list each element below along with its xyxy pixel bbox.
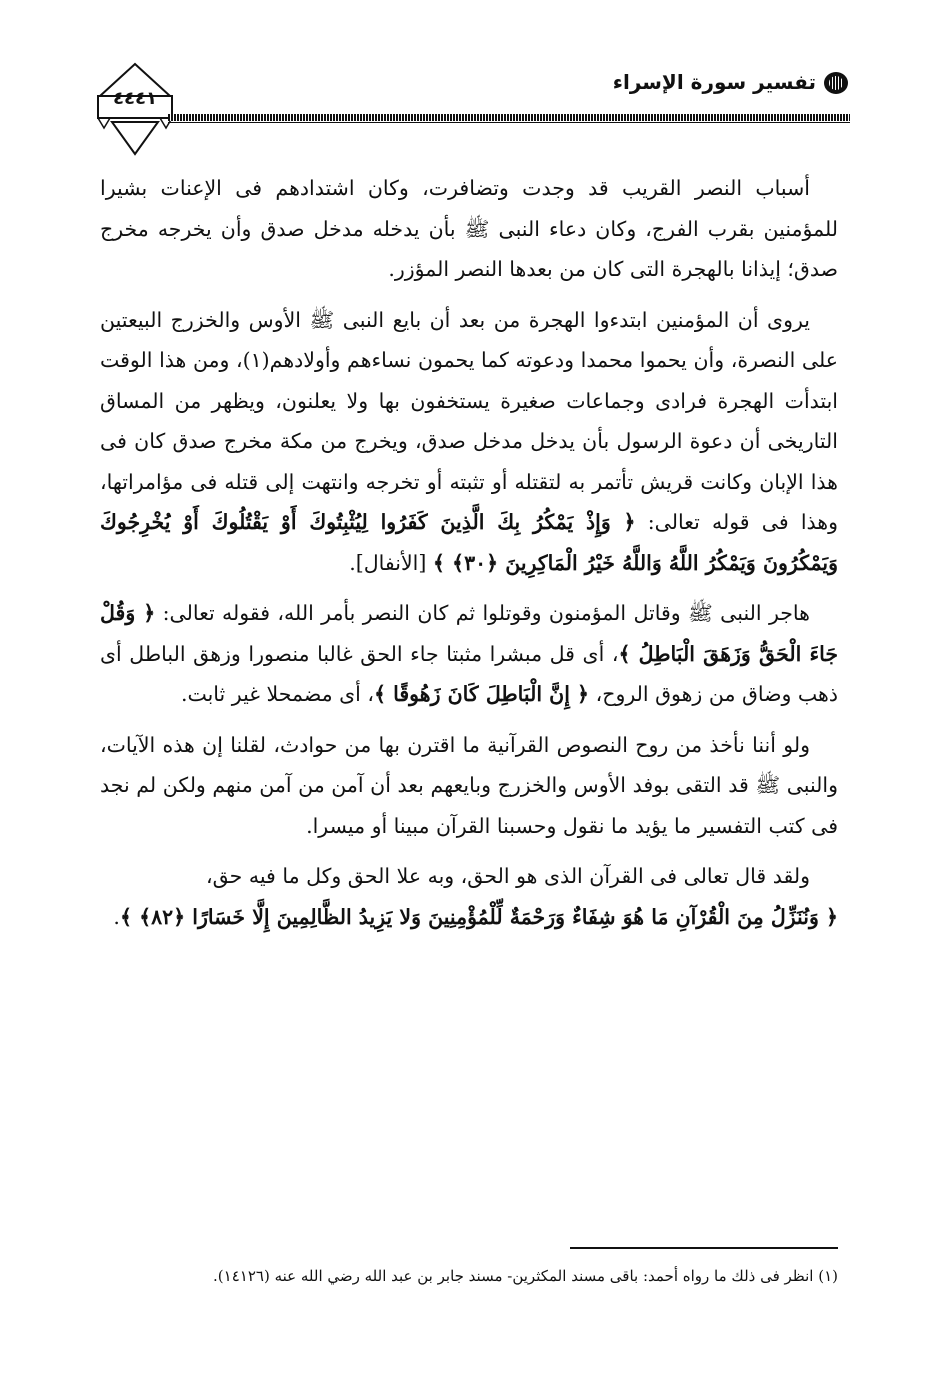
paragraph-2-text: يروى أن المؤمنين ابتدءوا الهجرة من بعد أن بايع النبى ﷺ الأوس والخزرج البيعتين على النصرة، وأن يحموا محمدا ودعوته كما يحمون نساءهم وأولادهم(١)، ومن هذا الوقت ابتدأت الهجرة فرادى وجماعات صغيرة يستخفون بها ولا يعلنون، ويظهر من المساق التاريخى أن دعوة الرسول بأن يدخل مدخل صدق، ويخرج من مكة مخرج صدق كان فى هذا الإبان وكانت قريش تأتمر به لتقتله أو تثبته أو تخرجه وانتهت إلى قتله فى مؤامراتها، وهذا فى قوله تعالى: [100,307,839,534]
quran-verse-isra-82: ﴿ وَنُنَزِّلُ مِنَ الْقُرْآنِ مَا هُوَ شِفَاءٌ وَرَحْمَةٌ لِّلْمُؤْمِنِينَ وَلا يَزِيدُ الظَّالِمِينَ إِلَّا خَسَارًا ﴿٨٢﴾ ﴾ [119,904,838,929]
verse-reference: [الأنفال]. [349,550,427,575]
paragraph-3-text-b: ، أى قل مبشرا مثبتا جاء الحق غالبا منصورا وزهق الباطل أى ذهب وضاق من زهوق الروح، [100,641,838,706]
paragraph-3 [100,593,838,715]
paragraph-4: ولو أننا نأخذ من روح النصوص القرآنية ما اقترن بها من حوادث، لقلنا إن هذه الآيات، والنبى ﷺ قد التقى بوفد الأوس والخزرج وبايعهم بعد أن آمن من آمن منهم ولكن لم نجد فى كتب التفسير ما يؤيد ما نقول وحسبنا القرآن مبينا أو ميسرا. [100,732,838,838]
body-text [100,168,838,937]
footnote-divider [570,1247,838,1249]
paragraph-3-text-c: ، أى مضمحلا غير ثابت. [180,682,374,706]
paragraph-2 [100,300,838,584]
running-title: تفسير سورة الإسراء [612,70,816,94]
paragraph-5: ولقد قال تعالى فى القرآن الذى هو الحق، وبه علا الحق وكل ما فيه حق، [205,864,810,888]
header-rule-line [168,122,850,123]
quran-verse-anfal-30: ﴿ وَإِذْ يَمْكُرُ بِكَ الَّذِينَ كَفَرُوا لِيُثْبِتُوكَ أَوْ يَقْتُلُوكَ أَوْ يُخْرِجُوكَ وَيَمْكُرُونَ وَيَمْكُرُ اللَّهُ وَاللَّهُ خَيْرُ الْمَاكِرِينَ ﴿٣٠﴾ ﴾ [100,510,838,575]
page-header [90,56,860,166]
paragraph-5-end: . [113,904,120,929]
page-number: ٤٤٤١ [113,88,157,109]
paragraph-3-text-a: هاجر النبى ﷺ وقاتل المؤمنون وقوتلوا ثم كان النصر بأمر الله، فقوله تعالى: [162,601,810,625]
paragraph-5-verse-line [100,897,838,938]
quran-verse-batil: ﴿ إِنَّ الْبَاطِلَ كَانَ زَهُوقًا ﴾ [373,682,590,706]
footnote: (١) انظر فى ذلك ما رواه أحمد: باقى مسند المكثرين- مسند جابر بن عبد الله رضي الله عنه (١٤١٢٦). [213,1267,838,1285]
header-rule [168,114,850,121]
quran-verse-haq: ﴿ وَقُلْ جَاءَ الْحَقُّ وَزَهَقَ الْبَاطِلُ ﴾ [100,601,839,666]
title-ornament-icon [824,72,848,94]
paragraph-1: أسباب النصر القريب قد وجدت وتضافرت، وكان اشتدادهم فى الإعنات بشيرا للمؤمنين بقرب الفرج، وكان دعاء النبى ﷺ بأن يدخله مدخل صدق وأن يخرجه مخرج صدق؛ إيذانا بالهجرة التى كان من بعدها النصر المؤزر. [100,176,838,281]
